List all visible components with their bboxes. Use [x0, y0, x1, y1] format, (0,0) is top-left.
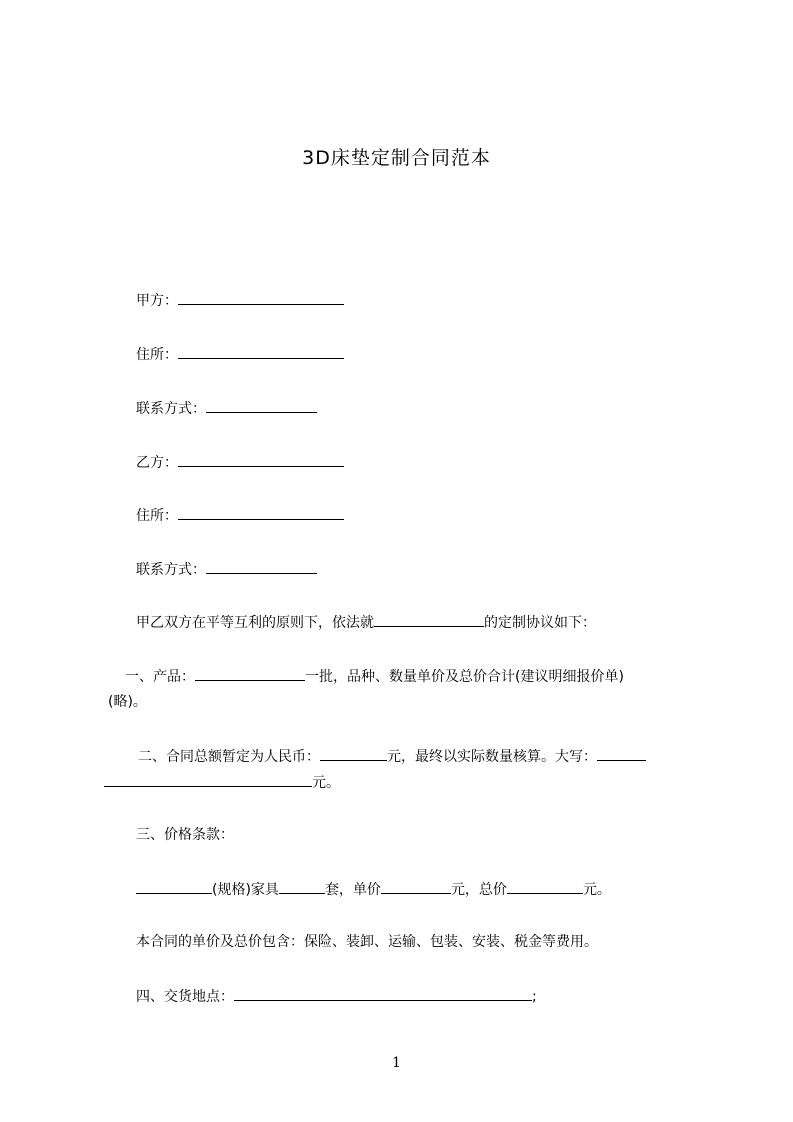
- total-label: 元，总价: [450, 882, 507, 898]
- clause1-blank[interactable]: [195, 666, 305, 681]
- party-a-label: 甲方：: [136, 293, 178, 309]
- contact-a-blank[interactable]: [206, 398, 317, 413]
- sets-blank[interactable]: [279, 879, 325, 894]
- unit-price-blank[interactable]: [381, 879, 451, 894]
- clause2-label: 二、合同总额暂定为人民币：: [138, 749, 320, 765]
- party-b-line: [136, 452, 344, 473]
- party-a-blank[interactable]: [178, 290, 344, 305]
- clause4-line: [136, 986, 537, 1007]
- clause3-end: 元。: [582, 882, 611, 898]
- intro-text-after: 的定制协议如下：: [484, 615, 596, 631]
- contact-b-blank[interactable]: [206, 559, 317, 574]
- clause3-heading-text: 三、价格条款：: [136, 827, 234, 843]
- intro-blank[interactable]: [374, 612, 484, 627]
- intro-text-before: 甲乙双方在平等互利的原则下，依法就: [136, 615, 374, 631]
- clause2-amount-blank[interactable]: [320, 746, 387, 761]
- includes-text: 本合同的单价及总价包含：保险、装卸、运输、包装、安装、税金等费用。: [136, 934, 598, 950]
- contact-a-label: 联系方式：: [136, 401, 206, 417]
- clause2-line2: [104, 772, 340, 793]
- address-a-label: 住所：: [136, 347, 178, 363]
- clause2-uppercase-blank-2[interactable]: [104, 772, 312, 787]
- total-price-blank[interactable]: [507, 879, 583, 894]
- party-b-blank[interactable]: [178, 452, 344, 467]
- address-a-blank[interactable]: [178, 344, 344, 359]
- delivery-place-blank[interactable]: [234, 986, 532, 1001]
- clause2-line: [138, 746, 646, 767]
- clause1-label: 一、产品：: [125, 669, 195, 685]
- clause2-uppercase-blank-1[interactable]: [597, 746, 646, 761]
- clause3-price-line: [136, 879, 611, 900]
- clause1-line2: [108, 692, 147, 712]
- address-b-blank[interactable]: [178, 505, 344, 520]
- sets-label: 套，单价: [324, 882, 381, 898]
- clause1-line: [125, 666, 624, 687]
- clause2-text: 元，最终以实际数量核算。大写：: [387, 749, 597, 765]
- clause1-text: 一批，品种、数量单价及总价合计(建议明细报价单): [305, 669, 624, 685]
- contact-b-line: [136, 559, 317, 580]
- intro-line: [136, 612, 596, 633]
- address-b-line: [136, 505, 344, 526]
- clause4-end: ;: [532, 989, 537, 1005]
- address-a-line: [136, 344, 344, 365]
- clause3-heading: [136, 825, 234, 845]
- clause4-label: 四、交货地点：: [136, 989, 234, 1005]
- clause2-end: 元。: [312, 775, 340, 791]
- spec-blank[interactable]: [136, 879, 212, 894]
- party-a-line: [136, 290, 344, 311]
- party-b-label: 乙方：: [136, 455, 178, 471]
- clause1-text-line2: (略)。: [108, 694, 147, 710]
- page-title: 3D床垫定制合同范本: [302, 147, 491, 169]
- spec-label: (规格)家具: [212, 882, 279, 898]
- address-b-label: 住所：: [136, 508, 178, 524]
- contact-a-line: [136, 398, 317, 419]
- contact-b-label: 联系方式：: [136, 562, 206, 578]
- page-number: 1: [392, 1055, 401, 1071]
- includes-line: [136, 932, 598, 952]
